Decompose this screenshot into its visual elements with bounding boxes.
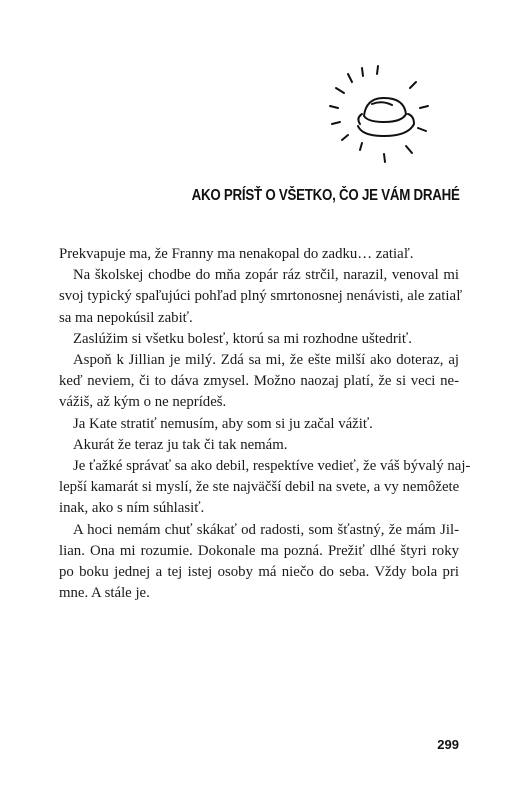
text-line: lian. Ona mi rozumie. Dokonale ma pozná. Prežiť dlhé štyri roky <box>59 542 459 559</box>
text-line: mne. A stále je. <box>59 585 150 602</box>
text-line: lepší kamarát si myslí, že ste najväčší debil na svete, a vy nemôžete <box>59 479 460 496</box>
text-line: Aspoň k Jillian je milý. Zdá sa mi, že ešte milší ako doteraz, aj <box>73 352 459 369</box>
text-line: Prekvapuje ma, že Franny ma nenakopal do zadku… zatiaľ. <box>59 246 414 262</box>
paragraph-2 <box>59 265 463 329</box>
text-line: Zaslúžim si všetku bolesť, ktorú sa mi rozhodne uštedriť. <box>73 330 412 347</box>
text-line: inak, ako s ním súhlasiť. <box>59 500 205 517</box>
paragraph-3 <box>59 329 459 350</box>
text-line: Akurát že teraz ju tak či tak nemám. <box>73 436 288 453</box>
body-text <box>59 244 471 604</box>
text-line: Je ťažké správať sa ako debil, respektíve vedieť, že váš bývalý naj- <box>73 458 471 475</box>
text-line: keď neviem, či to dáva zmysel. Možno naozaj platí, že si veci ne- <box>59 373 459 390</box>
text-line: A hoci nemám chuť skákať od radosti, som šťastný, že mám Jil- <box>73 521 459 538</box>
paragraph-5 <box>59 414 459 435</box>
text-line: svoj typický spaľujúci pohľad plný smrtonosnej nenávisti, ale zatiaľ <box>59 288 463 305</box>
paragraph-7 <box>59 456 471 520</box>
text-line: Na školskej chodbe do mňa zopár ráz strčil, narazil, venoval mi <box>73 267 459 284</box>
text-line: Ja Kate stratiť nemusím, aby som si ju začal vážiť. <box>73 415 373 432</box>
paragraph-4 <box>59 350 459 414</box>
text-line: sa ma nepokúsil zabiť. <box>59 309 193 326</box>
text-line: vážiš, až kým o ne neprídeš. <box>59 394 227 411</box>
text-line: po boku jednej a tej istej osoby má niečo do seba. Vždy bola pri <box>59 564 459 581</box>
steaming-bun-icon <box>322 58 452 178</box>
page-number: 299 <box>437 737 459 752</box>
chapter-title: AKO PRÍSŤ O VŠETKO, ČO JE VÁM DRAHÉ <box>192 187 460 204</box>
paragraph-6 <box>59 435 459 456</box>
paragraph-8 <box>59 520 459 605</box>
paragraph-1 <box>59 244 459 265</box>
